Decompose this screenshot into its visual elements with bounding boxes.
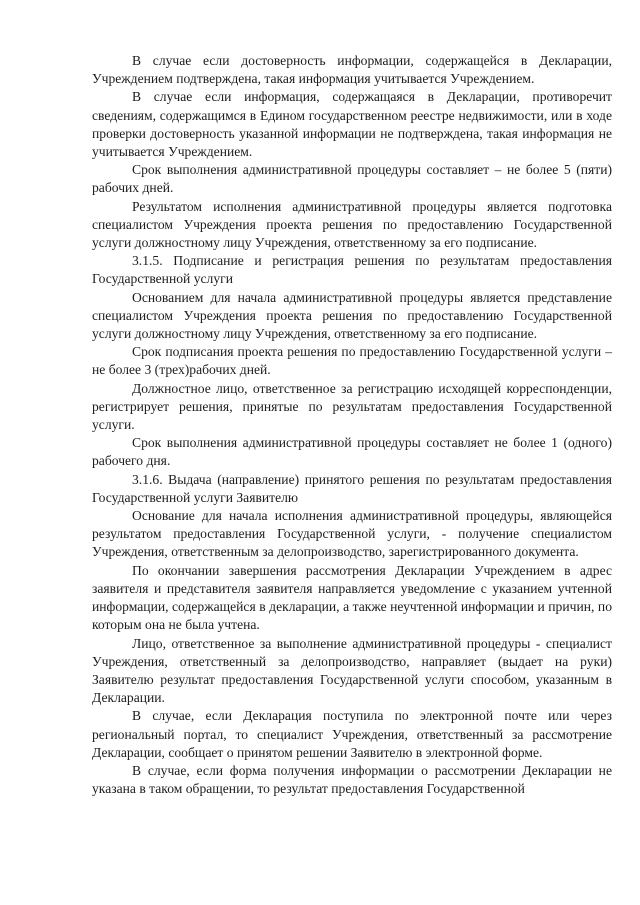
section-heading: 3.1.6. Выдача (направление) принятого решения по результатам предоставления Государственной услуги Заявителю (92, 471, 612, 505)
paragraph: В случае, если Декларация поступила по электронной почте или через региональный портал, то специалист Учреждения, ответственный за рассмотрение Декларации, сообщает о принятом решении Заявителю в электронной форме. (92, 708, 612, 760)
paragraph: В случае если информация, содержащаяся в Декларации, противоречит сведениям, содержащимся в Едином государственном реестре недвижимости, или в ходе проверки достоверность указанной информации не подтверждена, такая информация не учитывается Учреждением. (92, 89, 612, 160)
paragraph: В случае если достоверность информации, содержащейся в Декларации, Учреждением подтверждена, такая информация учитывается Учреждением. (92, 53, 612, 87)
paragraph: Основание для начала исполнения административной процедуры, являющейся результатом предоставления Государственной услуги, - получение специалистом Учреждения, ответственным за делопроизводство, зарегистрированного документа. (92, 508, 612, 560)
paragraph: Срок подписания проекта решения по предоставлению Государственной услуги – не более 3 (трех)рабочих дней. (92, 344, 612, 378)
paragraph: Лицо, ответственное за выполнение административной процедуры - специалист Учреждения, ответственный за делопроизводство, направляет (выдает на руки) Заявителю результат предоставления Государственной услуги способом, указанным в Декларации. (92, 635, 612, 706)
paragraph: Срок выполнения административной процедуры составляет не более 1 (одного) рабочего дня. (92, 435, 612, 469)
paragraph: Результатом исполнения административной процедуры является подготовка специалистом Учреждения проекта решения по предоставлению Государственной услуги должностному лицу Учреждения, ответственному за его подписание. (92, 198, 612, 251)
document-page (92, 52, 612, 798)
paragraph: Срок выполнения административной процедуры составляет – не более 5 (пяти) рабочих дней. (92, 162, 612, 196)
paragraph: По окончании завершения рассмотрения Декларации Учреждением в адрес заявителя и представителя заявителя направляется уведомление с указанием учтенной информации, содержащейся в декларации, а также неучтенной информации и причин, по которым она не была учтена. (92, 562, 612, 633)
paragraph: Основанием для начала административной процедуры является представление специалистом Учреждения проекта решения по предоставлению Государственной услуги должностному лицу Учреждения, ответственному за его подписание. (92, 289, 612, 342)
paragraph: Должностное лицо, ответственное за регистрацию исходящей корреспонденции, регистрирует решения, принятые по результатам предоставления Государственной услуги. (92, 380, 612, 433)
paragraph: В случае, если форма получения информации о рассмотрении Декларации не указана в таком обращении, то результат предоставления Государственной (92, 762, 612, 797)
section-heading: 3.1.5. Подписание и регистрация решения по результатам предоставления Государственной услуги (92, 253, 612, 287)
